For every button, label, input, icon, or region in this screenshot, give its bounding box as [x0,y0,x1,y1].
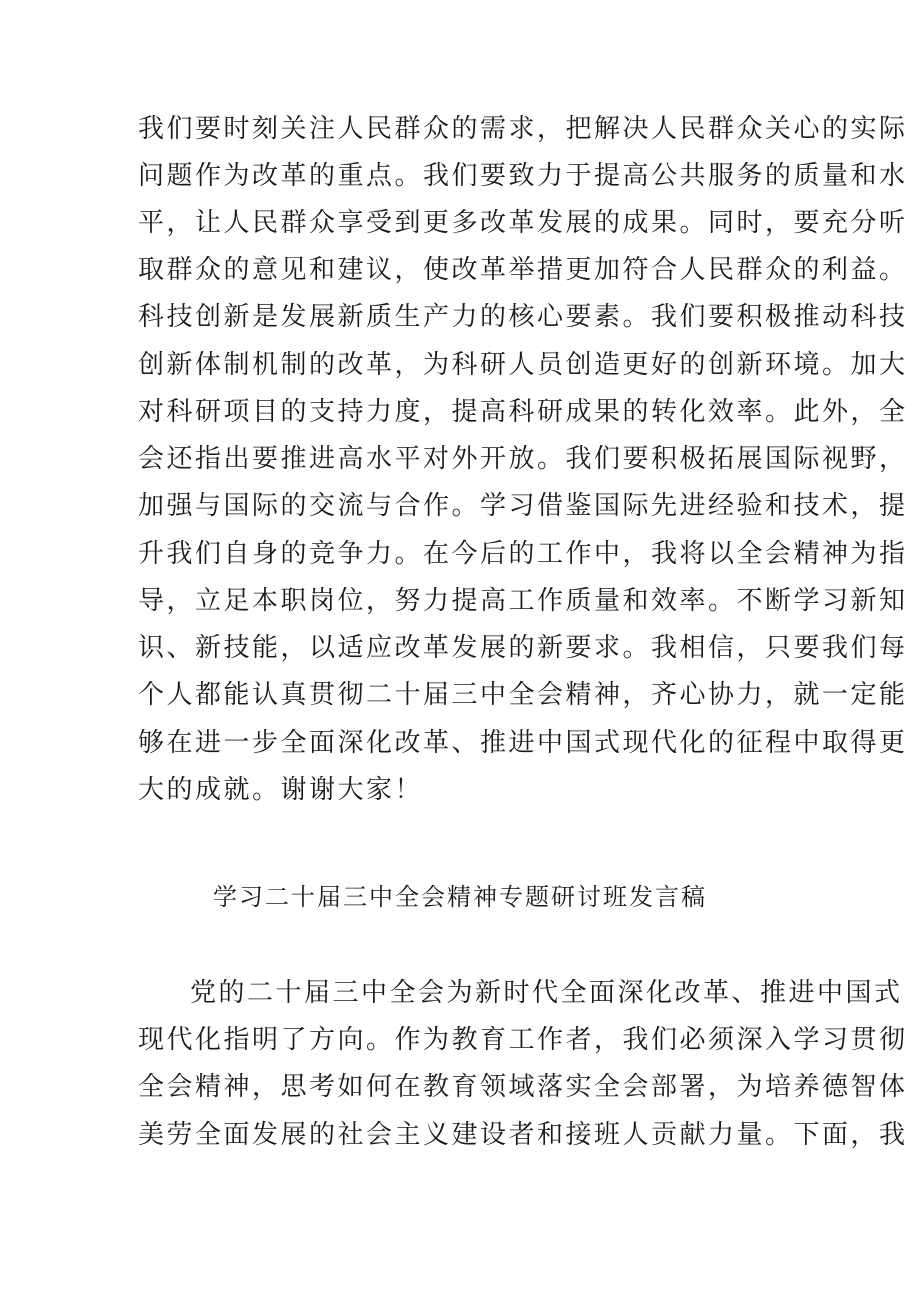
section-title: 学习二十届三中全会精神专题研讨班发言稿 [213,883,707,911]
text-line: 升我们自身的竞争力。在今后的工作中，我将以全会精神为指 [138,539,908,569]
text-line: 全会精神，思考如何在教育领域落实全会部署，为培养德智体 [138,1072,908,1102]
text-line: 平，让人民群众享受到更多改革发展的成果。同时，要充分听 [138,208,908,238]
text-line: 够在进一步全面深化改革、推进中国式现代化的征程中取得更 [138,728,908,758]
text-line: 个人都能认真贯彻二十届三中全会精神，齐心协力，就一定能 [138,680,908,710]
text-line: 识、新技能，以适应改革发展的新要求。我相信，只要我们每 [138,633,908,663]
text-line: 对科研项目的支持力度，提高科研成果的转化效率。此外，全 [138,397,908,427]
text-line: 问题作为改革的重点。我们要致力于提高公共服务的质量和水 [138,161,908,191]
text-line: 美劳全面发展的社会主义建设者和接班人贡献力量。下面，我 [138,1120,908,1150]
text-line: 创新体制机制的改革，为科研人员创造更好的创新环境。加大 [138,350,908,380]
text-line: 取群众的意见和建议，使改革举措更加符合人民群众的利益。 [138,255,908,285]
text-line: 我们要时刻关注人民群众的需求，把解决人民群众关心的实际 [138,114,908,144]
text-line: 现代化指明了方向。作为教育工作者，我们必须深入学习贯彻 [138,1025,908,1055]
text-line: 会还指出要推进高水平对外开放。我们要积极拓展国际视野， [138,444,908,474]
text-line: 大的成就。谢谢大家！ [138,775,424,805]
text-line: 导，立足本职岗位，努力提高工作质量和效率。不断学习新知 [138,586,908,616]
text-line: 加强与国际的交流与合作。学习借鉴国际先进经验和技术，提 [138,491,908,521]
text-line: 党的二十届三中全会为新时代全面深化改革、推进中国式 [190,978,903,1008]
text-line: 科技创新是发展新质生产力的核心要素。我们要积极推动科技 [138,302,908,332]
